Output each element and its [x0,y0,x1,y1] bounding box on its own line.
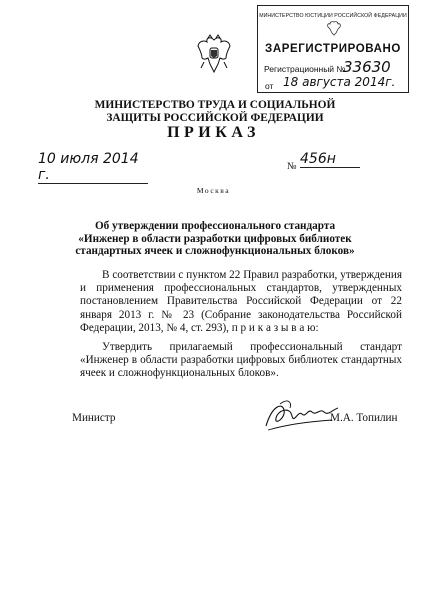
stamp-emblem-icon [326,20,342,36]
body-paragraph-2 [80,341,402,381]
order-city: Москва [196,186,231,195]
stamp-reg-label: Регистрационный № [264,64,346,74]
registration-stamp [257,5,409,93]
ministry-name: МИНИСТЕРСТВО ТРУДА И СОЦИАЛЬНОЙ ЗАЩИТЫ РОССИЙСКОЙ ФЕДЕРАЦИИ [94,99,336,124]
order-number: 456н [300,151,360,168]
order-date: 10 июля 2014 г. [38,151,148,184]
document-type: ПРИКАЗ [167,124,260,141]
stamp-registered: ЗАРЕГИСТРИРОВАНО [265,43,401,55]
signatory-position: Министр [72,412,116,424]
title-line-1: Об утверждении профессионального стандарта [94,220,336,232]
body-paragraph-1 [80,269,402,335]
coat-of-arms-emblem [196,34,232,76]
order-number-label: № [287,161,297,172]
paragraph-text: Утвердить прилагаемый профессиональный стандарт «Инженер в области разработки цифровых библиотек стандартных ячеек и сложнофункциональных блоков». [80,341,402,380]
stamp-reg-number: 33630 [343,58,391,76]
order-title [45,220,385,258]
paragraph-text: В соответствии с пунктом 22 Правил разработки, утверждения и применения профессиональных стандартов, утвержденных постановлением Правительства Российской Федерации от 22 января 2013 г. № 23 (Собрание законодательства Российской Федерации, 2013, № 4, ст. 293), п р и к а з ы в а ю: [80,269,402,334]
stamp-reg-date: 18 августа 2014г. [283,75,396,89]
title-line-2: «Инженер в области разработки цифровых библиотек стандартных ячеек и сложнофункциональных блоков» [75,232,355,258]
signatory-name: М.А. Топилин [330,412,398,424]
stamp-ministry-line: МИНИСТЕРСТВО ЮСТИЦИИ РОССИЙСКОЙ ФЕДЕРАЦИИ [259,13,407,19]
stamp-from-label: от [265,81,274,91]
